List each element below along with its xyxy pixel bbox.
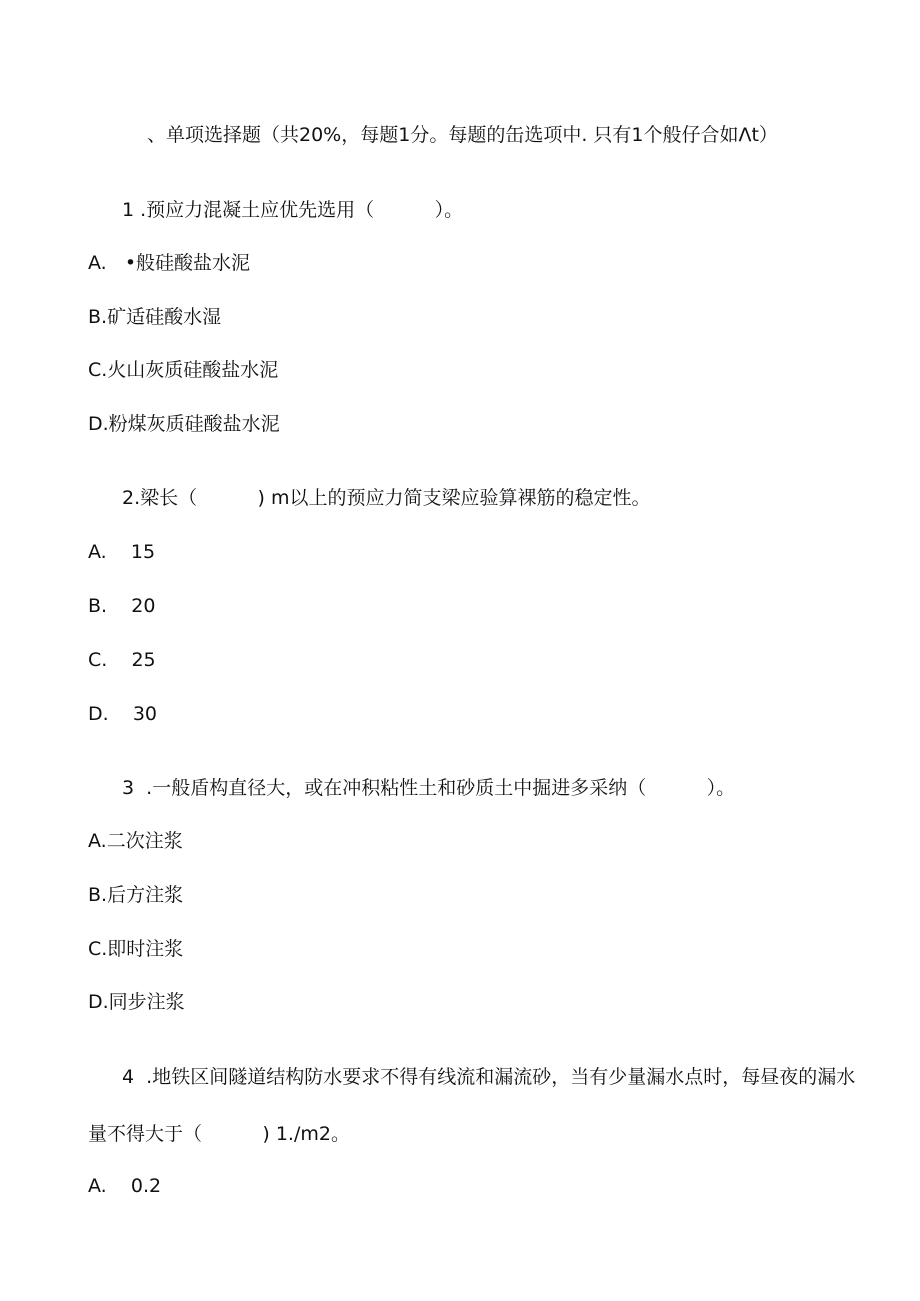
question-2-stem: 2.梁长（ ) m以上的预应力简支梁应验算裸筋的稳定性。: [122, 487, 651, 509]
question-2-option-b: B. 20: [88, 595, 156, 617]
question-1-option-c: C.火山灰质硅酸盐水泥: [88, 359, 279, 381]
question-4-stem: 4 .地铁区间隧道结构防水要求不得有线流和漏流砂，当有少量漏水点时，每昼夜的漏水: [122, 1066, 856, 1088]
question-2-option-c: C. 25: [88, 649, 156, 671]
question-4-stem-continued: 量不得大于（ ) 1./m2。: [88, 1123, 350, 1145]
question-2-option-a: A. 15: [88, 541, 156, 563]
question-4-option-a: A. 0.2: [88, 1175, 162, 1197]
question-3-option-b: B.后方注浆: [88, 884, 184, 906]
question-3-stem: 3 .一般盾构直径大，或在冲积粘性土和砂质土中掘进多采纳（ ）。: [122, 777, 736, 799]
question-3-option-c: C.即时注浆: [88, 938, 184, 960]
question-3-option-a: A.二次注浆: [88, 830, 183, 852]
question-1-option-b: B.矿适硅酸水湿: [88, 306, 222, 328]
question-1-stem: 1 .预应力混凝土应优先选用（ ）。: [122, 199, 464, 221]
section-heading: 、单项选择题（共20%，每题1分。每题的缶选项中. 只有1个般仔合如Λt）: [147, 124, 778, 146]
question-3-option-d: D.同步注浆: [88, 991, 185, 1013]
question-1-option-a: A. •般硅酸盐水泥: [88, 252, 251, 274]
question-2-option-d: D. 30: [88, 703, 158, 725]
question-1-option-d: D.粉煤灰质硅酸盐水泥: [88, 413, 280, 435]
